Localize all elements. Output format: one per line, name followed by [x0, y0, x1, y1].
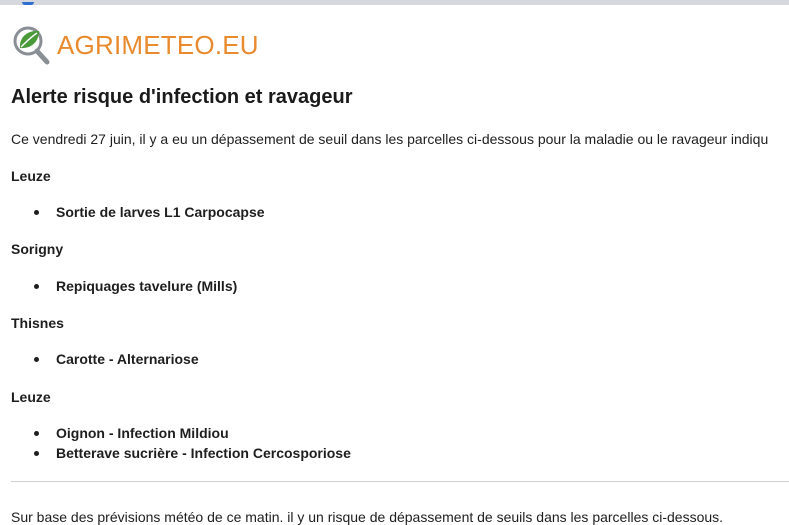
intro-text: Ce vendredi 27 juin, il y a eu un dépassement de seuil dans les parcelles ci-dessous pour la maladie ou le ravageur indiqu — [11, 131, 769, 147]
list-item — [0, 423, 351, 443]
list-item — [0, 349, 199, 369]
list-item-label: Oignon - Infection Mildiou — [56, 425, 229, 441]
bullet-icon — [34, 431, 39, 436]
tab-indicator — [22, 2, 34, 5]
top-strip — [0, 0, 789, 5]
page-title: Alerte risque d'infection et ravageur — [11, 86, 353, 108]
list-item-label: Carotte - Alternariose — [56, 351, 199, 367]
list-item-label: Betterave sucrière - Infection Cercosporiose — [56, 445, 351, 461]
bullet-icon — [34, 451, 39, 456]
section-location-sorigny: Sorigny — [11, 241, 64, 257]
bullet-icon — [34, 210, 39, 215]
section-location-leuze: Leuze — [11, 168, 51, 184]
section-location-thisnes: Thisnes — [11, 315, 64, 331]
divider — [11, 481, 789, 482]
alert-list — [0, 423, 351, 463]
list-item-label: Sortie de larves L1 Carpocapse — [56, 204, 265, 220]
alert-list — [0, 276, 237, 296]
list-item — [0, 276, 237, 296]
alert-list — [0, 349, 199, 369]
section-location-leuze: Leuze — [11, 389, 51, 405]
logo[interactable] — [11, 24, 259, 66]
list-item — [0, 443, 351, 463]
footer-text: Sur base des prévisions météo de ce matin. il y un risque de dépassement de seuils dans les parcelles ci-dessous. — [11, 509, 724, 525]
leaf-magnifier-icon — [11, 24, 51, 66]
list-item-label: Repiquages tavelure (Mills) — [56, 278, 238, 294]
bullet-icon — [34, 284, 39, 289]
bullet-icon — [34, 357, 39, 362]
list-item — [0, 202, 265, 222]
logo-text: AGRIMETEO.EU — [57, 30, 259, 60]
alert-list — [0, 202, 265, 222]
